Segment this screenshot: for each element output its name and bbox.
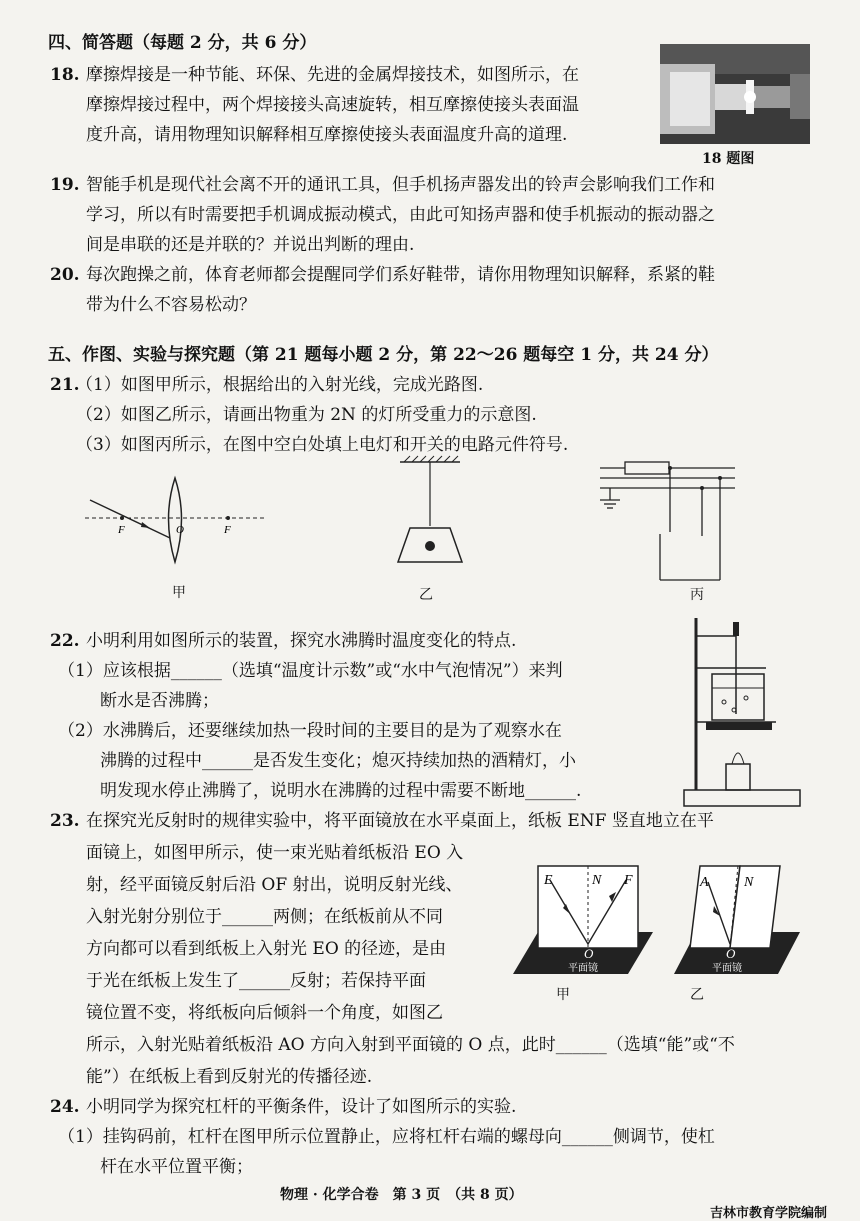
q23-fig-yi-caption: 乙 xyxy=(690,987,704,1003)
q23-line-8: 所示，入射光贴着纸板沿 AO 方向入射到平面镜的 O 点，此时______（选填“能”或“不 xyxy=(86,1035,735,1055)
q19-number: 19. xyxy=(50,175,80,195)
friction-welding-photo xyxy=(660,44,810,144)
q20-line-1: 每次跑操之前，体育老师都会提醒同学们系好鞋带，请你用物理知识解释，系紧的鞋 xyxy=(86,265,715,285)
q20-number: 20. xyxy=(50,265,80,285)
label-O-yi: O xyxy=(726,946,736,961)
q23-fig-jia-caption: 甲 xyxy=(556,987,570,1003)
section-5-title: 五、作图、实验与探究题（第 21 题每小题 2 分，第 22～26 题每空 1 分，共 24 分） xyxy=(48,345,719,365)
q18-line-2: 摩擦焊接过程中，两个焊接接头高速旋转，相互摩擦使接头表面温 xyxy=(86,95,579,115)
q23-line-4: 入射光射分别位于______两侧；在纸板前从不同 xyxy=(86,907,443,927)
boiling-water-apparatus xyxy=(676,614,806,810)
q23-line-1: 在探究光反射时的规律实验中，将平面镜放在水平桌面上，纸板 ENF 竖直地立在平 xyxy=(86,811,714,831)
q23-line-7: 镜位置不变，将纸板向后倾斜一个角度，如图乙 xyxy=(86,1003,443,1023)
q23-line-6: 于光在纸板上发生了______反射；若保持平面 xyxy=(86,971,426,991)
label-N-yi: N xyxy=(744,875,754,890)
q23-line-9: 能”）在纸板上看到反射光的传播径迹. xyxy=(86,1067,373,1087)
q24-line-1: （1）挂钩码前，杠杆在图甲所示位置静止，应将杠杆右端的螺母向______侧调节，使杠 xyxy=(58,1127,715,1147)
fig-yi-caption: 乙 xyxy=(419,587,433,603)
q23-line-2: 面镜上，如图甲所示，使一束光贴着纸板沿 EO 入 xyxy=(86,843,464,863)
reflection-board-diagram-jia xyxy=(508,862,658,982)
label-O: O xyxy=(584,946,594,961)
q22-line-2: 断水是否沸腾； xyxy=(100,691,219,711)
focus-left-label: F xyxy=(118,524,125,536)
q24-number: 24. xyxy=(50,1097,80,1117)
q22-line-1: （1）应该根据______（选填“温度计示数”或“水中气泡情况”）来判 xyxy=(58,661,563,681)
q18-figure-caption: 18 题图 xyxy=(702,151,755,167)
label-E: E xyxy=(544,873,553,888)
q24-line-2: 杆在水平位置平衡； xyxy=(100,1157,253,1177)
q20-line-2: 带为什么不容易松动？ xyxy=(86,295,256,315)
reflection-board-diagram-yi xyxy=(672,862,802,982)
mirror-label-yi: 平面镜 xyxy=(712,963,742,974)
q22-number: 22. xyxy=(50,631,80,651)
q18-line-3: 度升高，请用物理知识解释相互摩擦使接头表面温度升高的道理. xyxy=(86,125,568,145)
label-N: N xyxy=(592,873,602,888)
focus-right-label: F xyxy=(224,524,231,536)
mirror-label-jia: 平面镜 xyxy=(568,963,598,974)
optical-center-label: O xyxy=(176,524,184,536)
q19-line-3: 间是串联的还是并联的？并说出判断的理由. xyxy=(86,235,415,255)
q22-line-4: 沸腾的过程中______是否发生变化；熄灭持续加热的酒精灯，小 xyxy=(100,751,576,771)
q18-line-1: 摩擦焊接是一种节能、环保、先进的金属焊接技术，如图所示，在 xyxy=(86,65,579,85)
q19-line-2: 学习，所以有时需要把手机调成振动模式，由此可知扬声器和使手机振动的振动器之 xyxy=(86,205,715,225)
label-F: F xyxy=(624,873,633,888)
q22-line-3: （2）水沸腾后，还要继续加热一段时间的主要目的是为了观察水在 xyxy=(58,721,562,741)
q21-part-1: （1）如图甲所示，根据给出的入射光线，完成光路图. xyxy=(76,375,484,395)
page-footer: 物理 · 化学合卷 第 3 页 （共 8 页） xyxy=(280,1187,523,1203)
q23-number: 23. xyxy=(50,811,80,831)
q22-intro: 小明利用如图所示的装置，探究水沸腾时温度变化的特点. xyxy=(86,631,517,651)
q24-intro: 小明同学为探究杠杆的平衡条件，设计了如图所示的实验. xyxy=(86,1097,517,1117)
fig-jia-caption: 甲 xyxy=(172,585,186,601)
q22-line-5: 明发现水停止沸腾了，说明水在沸腾的过程中需要不断地______. xyxy=(100,781,582,801)
publisher-label: 吉林市教育学院编制 xyxy=(710,1206,828,1221)
household-circuit-diagram xyxy=(580,454,740,584)
hanging-lamp-diagram xyxy=(380,452,480,572)
q18-number: 18. xyxy=(50,65,80,85)
fig-bing-caption: 丙 xyxy=(690,587,704,603)
q21-part-2: （2）如图乙所示，请画出物重为 2N 的灯所受重力的示意图. xyxy=(76,405,537,425)
q19-line-1: 智能手机是现代社会离不开的通讯工具，但手机扬声器发出的铃声会影响我们工作和 xyxy=(86,175,715,195)
section-4-title: 四、简答题（每题 2 分，共 6 分） xyxy=(48,33,317,53)
q23-line-3: 射，经平面镜反射后沿 OF 射出，说明反射光线、 xyxy=(86,875,463,895)
q21-number: 21. xyxy=(50,375,80,395)
q23-line-5: 方向都可以看到纸板上入射光 EO 的径迹，是由 xyxy=(86,939,447,959)
label-A: A xyxy=(700,875,709,890)
convex-lens-diagram xyxy=(80,470,270,570)
q21-part-3: （3）如图丙所示，在图中空白处填上电灯和开关的电路元件符号. xyxy=(76,435,569,455)
